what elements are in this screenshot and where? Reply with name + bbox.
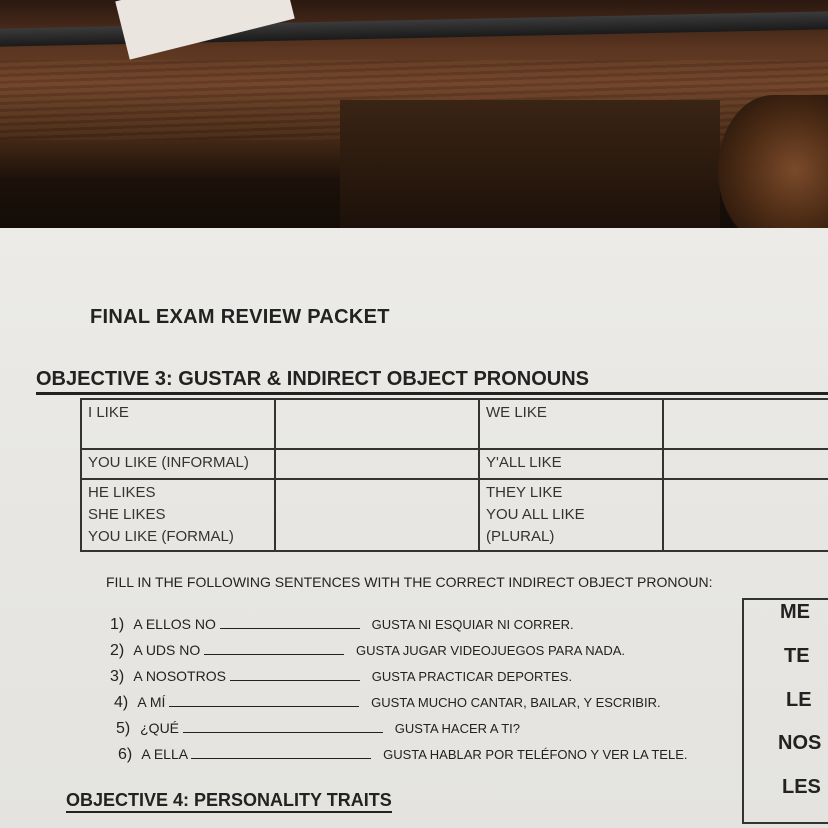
cell-label-line: YOU LIKE (INFORMAL)	[88, 454, 249, 471]
page-title: FINAL EXAM REVIEW PACKET	[90, 306, 390, 328]
answer-blank[interactable]	[169, 694, 359, 707]
cell-label-line: I LIKE	[88, 404, 129, 421]
answer-blank[interactable]	[191, 746, 371, 759]
question-prompt: A MÍ	[137, 694, 166, 710]
cell-label-line: WE LIKE	[486, 404, 547, 421]
word-bank-item: ME	[780, 601, 810, 623]
question-prompt: A UDS NO	[133, 642, 201, 658]
question-number: 2)	[110, 642, 125, 659]
objective-3-heading: OBJECTIVE 3: GUSTAR & INDIRECT OBJECT PRONOUNS	[36, 368, 589, 394]
question-number: 6)	[118, 746, 133, 763]
question-item	[110, 616, 574, 634]
question-rest: GUSTA MUCHO CANTAR, BAILAR, Y ESCRIBIR.	[371, 695, 661, 710]
answer-cell[interactable]	[275, 479, 479, 551]
word-bank-item: TE	[784, 645, 810, 667]
worksheet-page	[0, 228, 828, 828]
cell-label-line: YOU LIKE (FORMAL)	[88, 528, 234, 545]
question-item	[118, 746, 688, 764]
table-cell-label	[479, 479, 663, 551]
question-rest: GUSTA HACER A TI?	[394, 721, 521, 736]
desk-background	[0, 0, 828, 240]
question-prompt: A ELLOS NO	[133, 616, 216, 632]
question-prompt: A NOSOTROS	[133, 668, 226, 684]
cell-label-line: THEY LIKE	[486, 484, 563, 501]
table-cell-label	[479, 399, 663, 449]
cell-label-line: SHE LIKES	[88, 506, 166, 523]
question-number: 4)	[114, 694, 129, 711]
cell-label-line: YOU ALL LIKE (PLURAL)	[486, 506, 585, 545]
answer-cell[interactable]	[275, 449, 479, 479]
question-number: 5)	[116, 720, 131, 737]
objective-4-heading: OBJECTIVE 4: PERSONALITY TRAITS	[66, 790, 392, 813]
table-cell-label	[81, 399, 275, 449]
table-row	[81, 449, 828, 479]
question-rest: GUSTA NI ESQUIAR NI CORRER.	[371, 617, 574, 632]
question-item	[116, 720, 520, 738]
table-row	[81, 399, 828, 449]
question-rest: GUSTA PRACTICAR DEPORTES.	[371, 669, 573, 684]
instructions: FILL IN THE FOLLOWING SENTENCES WITH THE CORRECT INDIRECT OBJECT PRONOUN:	[106, 574, 713, 590]
table-cell-label	[81, 479, 275, 551]
question-prompt: ¿QUÉ	[140, 720, 180, 736]
question-item	[110, 668, 572, 686]
desk-corner	[718, 95, 828, 240]
answer-blank[interactable]	[230, 668, 360, 681]
word-bank-item: LE	[786, 689, 812, 711]
answer-blank[interactable]	[204, 642, 344, 655]
word-bank-item: NOS	[778, 732, 822, 754]
word-bank-item: LES	[782, 776, 821, 798]
question-number: 3)	[110, 668, 125, 685]
question-item	[110, 642, 625, 660]
question-rest: GUSTA HABLAR POR TELÉFONO Y VER LA TELE.	[383, 747, 688, 762]
cell-label-line: Y'ALL LIKE	[486, 454, 562, 471]
desk-panel	[340, 100, 720, 240]
answer-cell[interactable]	[663, 449, 828, 479]
answer-blank[interactable]	[183, 720, 383, 733]
question-prompt: A ELLA	[141, 746, 188, 762]
question-rest: GUSTA JUGAR VIDEOJUEGOS PARA NADA.	[356, 643, 626, 658]
heading-rule	[36, 392, 828, 395]
pronoun-table	[80, 398, 828, 552]
table-cell-label	[81, 449, 275, 479]
answer-blank[interactable]	[220, 616, 360, 629]
cell-label-line: HE LIKES	[88, 484, 156, 501]
table-row	[81, 479, 828, 551]
answer-cell[interactable]	[663, 399, 828, 449]
question-number: 1)	[110, 616, 125, 633]
answer-cell[interactable]	[275, 399, 479, 449]
table-cell-label	[479, 449, 663, 479]
question-item	[114, 694, 661, 712]
answer-cell[interactable]	[663, 479, 828, 551]
